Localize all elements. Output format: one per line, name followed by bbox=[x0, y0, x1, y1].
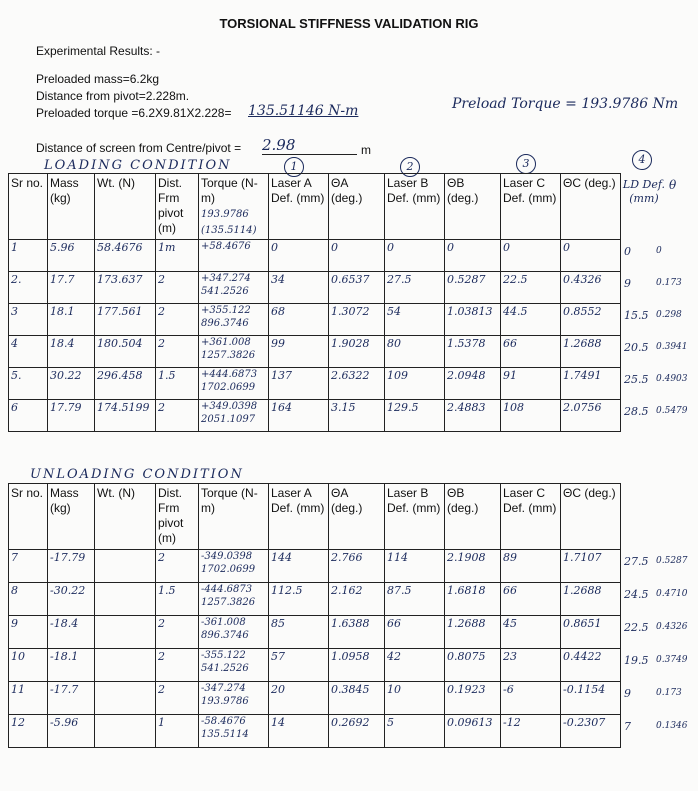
cell-theta-a: 3.15 bbox=[329, 400, 385, 432]
header-dist: Dist. Frm pivot (m) bbox=[156, 174, 199, 240]
cell-theta-a: 0.2692 bbox=[329, 715, 385, 748]
cell-mass: 30.22 bbox=[48, 368, 95, 400]
header-theta-a: ΘA (deg.) bbox=[329, 174, 385, 240]
cell-laser-c: 44.5 bbox=[501, 304, 561, 336]
cell-laser-c: 0 bbox=[501, 240, 561, 272]
header-laser-b: Laser B Def. (mm) bbox=[385, 484, 445, 550]
cell-theta-a: 0.6537 bbox=[329, 272, 385, 304]
theta-value: 0.173 bbox=[656, 688, 682, 698]
circle-mark: 2 bbox=[400, 157, 420, 177]
cell-laser-c: 22.5 bbox=[501, 272, 561, 304]
cell-laser-b: 27.5 bbox=[385, 272, 445, 304]
ld-def-header: LD Def. (mm) bbox=[622, 178, 666, 205]
theta-value: 0.4326 bbox=[656, 622, 688, 632]
cell-torque: -444.6873 1257.3826 bbox=[199, 583, 269, 616]
cell-dist: 2 bbox=[156, 649, 199, 682]
cell-dist: 1 bbox=[156, 715, 199, 748]
table-row bbox=[9, 336, 621, 368]
cell-laser-a: 0 bbox=[269, 240, 329, 272]
cell-theta-b: 1.5378 bbox=[445, 336, 501, 368]
cell-torque: +349.0398 2051.1097 bbox=[199, 400, 269, 432]
cell-sr: 4 bbox=[9, 336, 48, 368]
theta-value: 0.4903 bbox=[656, 374, 688, 384]
cell-dist: 2 bbox=[156, 682, 199, 715]
cell-wt: 177.561 bbox=[95, 304, 156, 336]
theta-header: θ bbox=[669, 178, 677, 192]
cell-laser-b: 66 bbox=[385, 616, 445, 649]
cell-theta-b: 2.4883 bbox=[445, 400, 501, 432]
cell-laser-a: 14 bbox=[269, 715, 329, 748]
cell-dist: 2 bbox=[156, 336, 199, 368]
cell-theta-a: 0 bbox=[329, 240, 385, 272]
cell-wt: 174.5199 bbox=[95, 400, 156, 432]
cell-dist: 2 bbox=[156, 550, 199, 583]
cell-theta-c: 1.7107 bbox=[561, 550, 621, 583]
table-row bbox=[9, 616, 621, 649]
screen-distance-unit: m bbox=[361, 143, 371, 157]
theta-value: 0.5287 bbox=[656, 556, 688, 566]
cell-wt bbox=[95, 583, 156, 616]
cell-laser-c: 45 bbox=[501, 616, 561, 649]
table-header-row bbox=[9, 174, 621, 240]
cell-laser-b: 109 bbox=[385, 368, 445, 400]
cell-laser-c: 89 bbox=[501, 550, 561, 583]
preload-mass-text: Preloaded mass=6.2kg bbox=[36, 72, 160, 86]
cell-theta-b: 0 bbox=[445, 240, 501, 272]
table-row bbox=[9, 682, 621, 715]
cell-theta-b: 0.09613 bbox=[445, 715, 501, 748]
cell-theta-a: 0.3845 bbox=[329, 682, 385, 715]
cell-torque: -361.008 896.3746 bbox=[199, 616, 269, 649]
cell-laser-b: 114 bbox=[385, 550, 445, 583]
table-row bbox=[9, 649, 621, 682]
cell-sr: 10 bbox=[9, 649, 48, 682]
circle-mark: 1 bbox=[284, 157, 304, 177]
cell-sr: 5. bbox=[9, 368, 48, 400]
cell-theta-c: 1.2688 bbox=[561, 336, 621, 368]
cell-wt: 180.504 bbox=[95, 336, 156, 368]
cell-theta-b: 2.0948 bbox=[445, 368, 501, 400]
table-row bbox=[9, 550, 621, 583]
cell-dist: 1.5 bbox=[156, 583, 199, 616]
cell-theta-c: 0.4326 bbox=[561, 272, 621, 304]
cell-torque: -349.0398 1702.0699 bbox=[199, 550, 269, 583]
cell-laser-b: 87.5 bbox=[385, 583, 445, 616]
header-theta-a: ΘA (deg.) bbox=[329, 484, 385, 550]
cell-laser-c: 108 bbox=[501, 400, 561, 432]
table-row bbox=[9, 400, 621, 432]
distance-pivot-text: Distance from pivot=2.228m. bbox=[36, 89, 190, 103]
cell-theta-b: 1.6818 bbox=[445, 583, 501, 616]
preload-torque-label: Preloaded torque =6.2X9.81X2.228= bbox=[36, 106, 232, 120]
table-row bbox=[9, 304, 621, 336]
cell-laser-b: 129.5 bbox=[385, 400, 445, 432]
ld-def-value: 9 bbox=[624, 687, 631, 700]
cell-sr: 11 bbox=[9, 682, 48, 715]
header-theta-c: ΘC (deg.) bbox=[561, 484, 621, 550]
header-dist: Dist. Frm pivot (m) bbox=[156, 484, 199, 550]
cell-laser-b: 42 bbox=[385, 649, 445, 682]
ld-def-value: 7 bbox=[624, 720, 631, 733]
cell-sr: 6 bbox=[9, 400, 48, 432]
cell-laser-a: 57 bbox=[269, 649, 329, 682]
cell-theta-a: 1.3072 bbox=[329, 304, 385, 336]
cell-theta-c: 0.4422 bbox=[561, 649, 621, 682]
cell-mass: 17.79 bbox=[48, 400, 95, 432]
cell-mass: -18.4 bbox=[48, 616, 95, 649]
cell-wt bbox=[95, 649, 156, 682]
ld-def-value: 24.5 bbox=[624, 588, 649, 601]
cell-laser-b: 5 bbox=[385, 715, 445, 748]
theta-value: 0.298 bbox=[656, 310, 682, 320]
header-laser-c: Laser C Def. (mm) bbox=[501, 174, 561, 240]
circle-mark: 4 bbox=[632, 150, 652, 170]
theta-value: 0.3941 bbox=[656, 342, 688, 352]
cell-mass: -5.96 bbox=[48, 715, 95, 748]
cell-theta-b: 0.1923 bbox=[445, 682, 501, 715]
cell-theta-c: 1.7491 bbox=[561, 368, 621, 400]
cell-theta-a: 1.9028 bbox=[329, 336, 385, 368]
table-row bbox=[9, 272, 621, 304]
experimental-results-label: Experimental Results: - bbox=[36, 44, 161, 58]
cell-torque: +444.6873 1702.0699 bbox=[199, 368, 269, 400]
ld-def-value: 9 bbox=[624, 277, 631, 290]
header-sr: Sr no. bbox=[9, 484, 48, 550]
cell-laser-b: 80 bbox=[385, 336, 445, 368]
theta-value: 0.173 bbox=[656, 278, 682, 288]
ld-def-value: 28.5 bbox=[624, 405, 649, 418]
cell-dist: 2 bbox=[156, 616, 199, 649]
loading-table bbox=[8, 173, 621, 432]
ld-def-value: 25.5 bbox=[624, 373, 649, 386]
cell-dist: 1m bbox=[156, 240, 199, 272]
ld-def-value: 0 bbox=[624, 245, 631, 258]
cell-laser-c: 66 bbox=[501, 583, 561, 616]
cell-theta-a: 2.6322 bbox=[329, 368, 385, 400]
cell-theta-c: 0 bbox=[561, 240, 621, 272]
cell-dist: 1.5 bbox=[156, 368, 199, 400]
cell-sr: 7 bbox=[9, 550, 48, 583]
header-laser-c: Laser C Def. (mm) bbox=[501, 484, 561, 550]
cell-mass: 5.96 bbox=[48, 240, 95, 272]
cell-sr: 12 bbox=[9, 715, 48, 748]
cell-torque: -347.274 193.9786 bbox=[199, 682, 269, 715]
cell-laser-a: 85 bbox=[269, 616, 329, 649]
cell-mass: -18.1 bbox=[48, 649, 95, 682]
cell-theta-a: 2.162 bbox=[329, 583, 385, 616]
cell-mass: -17.7 bbox=[48, 682, 95, 715]
cell-theta-c: 0.8552 bbox=[561, 304, 621, 336]
cell-theta-b: 1.03813 bbox=[445, 304, 501, 336]
cell-laser-a: 112.5 bbox=[269, 583, 329, 616]
cell-wt: 58.4676 bbox=[95, 240, 156, 272]
cell-theta-b: 0.5287 bbox=[445, 272, 501, 304]
theta-value: 0 bbox=[656, 246, 662, 256]
cell-laser-a: 144 bbox=[269, 550, 329, 583]
cell-wt bbox=[95, 616, 156, 649]
theta-value: 0.3749 bbox=[656, 655, 688, 665]
cell-laser-c: 66 bbox=[501, 336, 561, 368]
cell-mass: -30.22 bbox=[48, 583, 95, 616]
header-theta-c: ΘC (deg.) bbox=[561, 174, 621, 240]
cell-dist: 2 bbox=[156, 272, 199, 304]
ld-def-value: 15.5 bbox=[624, 309, 649, 322]
theta-value: 0.1346 bbox=[656, 721, 688, 731]
header-mass: Mass (kg) bbox=[48, 174, 95, 240]
screen-distance-label: Distance of screen from Centre/pivot = bbox=[36, 141, 242, 155]
table-row bbox=[9, 240, 621, 272]
cell-torque: +347.274 541.2526 bbox=[199, 272, 269, 304]
cell-theta-c: 2.0756 bbox=[561, 400, 621, 432]
header-theta-b: ΘB (deg.) bbox=[445, 484, 501, 550]
cell-wt bbox=[95, 715, 156, 748]
cell-theta-b: 0.8075 bbox=[445, 649, 501, 682]
cell-theta-a: 2.766 bbox=[329, 550, 385, 583]
table-header-row bbox=[9, 484, 621, 550]
ld-def-value: 22.5 bbox=[624, 621, 649, 634]
cell-theta-a: 1.6388 bbox=[329, 616, 385, 649]
cell-dist: 2 bbox=[156, 400, 199, 432]
cell-laser-a: 137 bbox=[269, 368, 329, 400]
cell-torque: +58.4676 bbox=[199, 240, 269, 272]
document-title: TORSIONAL STIFFNESS VALIDATION RIG bbox=[219, 16, 479, 31]
cell-torque: +355.122 896.3746 bbox=[199, 304, 269, 336]
header-laser-b: Laser B Def. (mm) bbox=[385, 174, 445, 240]
cell-sr: 1 bbox=[9, 240, 48, 272]
ld-def-value: 20.5 bbox=[624, 341, 649, 354]
cell-laser-c: 23 bbox=[501, 649, 561, 682]
table-row bbox=[9, 715, 621, 748]
cell-torque: +361.008 1257.3826 bbox=[199, 336, 269, 368]
circle-mark: 3 bbox=[516, 154, 536, 174]
header-theta-b: ΘB (deg.) bbox=[445, 174, 501, 240]
cell-dist: 2 bbox=[156, 304, 199, 336]
cell-laser-a: 68 bbox=[269, 304, 329, 336]
cell-torque: -58.4676 135.5114 bbox=[199, 715, 269, 748]
table-row bbox=[9, 583, 621, 616]
header-torque: Torque (N-m) bbox=[199, 484, 269, 550]
cell-theta-c: -0.2307 bbox=[561, 715, 621, 748]
cell-theta-c: -0.1154 bbox=[561, 682, 621, 715]
ld-def-value: 19.5 bbox=[624, 654, 649, 667]
cell-wt bbox=[95, 682, 156, 715]
loading-condition-title: LOADING CONDITION bbox=[44, 158, 232, 173]
cell-mass: -17.79 bbox=[48, 550, 95, 583]
cell-laser-a: 34 bbox=[269, 272, 329, 304]
cell-laser-b: 0 bbox=[385, 240, 445, 272]
cell-sr: 3 bbox=[9, 304, 48, 336]
cell-mass: 18.1 bbox=[48, 304, 95, 336]
header-laser-a: Laser A Def. (mm) bbox=[269, 174, 329, 240]
header-sr: Sr no. bbox=[9, 174, 48, 240]
cell-laser-a: 164 bbox=[269, 400, 329, 432]
cell-theta-b: 1.2688 bbox=[445, 616, 501, 649]
header-mass: Mass (kg) bbox=[48, 484, 95, 550]
screen-distance-value: 2.98 bbox=[262, 136, 357, 155]
cell-theta-b: 2.1908 bbox=[445, 550, 501, 583]
cell-sr: 8 bbox=[9, 583, 48, 616]
header-laser-a: Laser A Def. (mm) bbox=[269, 484, 329, 550]
unloading-condition-title: UNLOADING CONDITION bbox=[30, 467, 244, 482]
cell-mass: 17.7 bbox=[48, 272, 95, 304]
cell-laser-a: 99 bbox=[269, 336, 329, 368]
cell-laser-b: 10 bbox=[385, 682, 445, 715]
cell-mass: 18.4 bbox=[48, 336, 95, 368]
cell-laser-c: -6 bbox=[501, 682, 561, 715]
cell-laser-a: 20 bbox=[269, 682, 329, 715]
ld-def-value: 27.5 bbox=[624, 555, 649, 568]
cell-wt: 173.637 bbox=[95, 272, 156, 304]
cell-sr: 2. bbox=[9, 272, 48, 304]
header-torque: Torque (N-m) 193.9786 (135.5114) bbox=[199, 174, 269, 240]
header-wt: Wt. (N) bbox=[95, 174, 156, 240]
cell-laser-c: 91 bbox=[501, 368, 561, 400]
cell-sr: 9 bbox=[9, 616, 48, 649]
cell-wt bbox=[95, 550, 156, 583]
cell-theta-c: 0.8651 bbox=[561, 616, 621, 649]
cell-laser-c: -12 bbox=[501, 715, 561, 748]
theta-value: 0.5479 bbox=[656, 406, 688, 416]
cell-theta-c: 1.2688 bbox=[561, 583, 621, 616]
cell-wt: 296.458 bbox=[95, 368, 156, 400]
theta-value: 0.4710 bbox=[656, 589, 688, 599]
cell-torque: -355.122 541.2526 bbox=[199, 649, 269, 682]
preload-torque-value: 135.51146 N-m bbox=[248, 103, 359, 119]
cell-laser-b: 54 bbox=[385, 304, 445, 336]
table-row bbox=[9, 368, 621, 400]
unloading-table bbox=[8, 483, 621, 748]
cell-theta-a: 1.0958 bbox=[329, 649, 385, 682]
header-wt: Wt. (N) bbox=[95, 484, 156, 550]
preload-torque-note: Preload Torque = 193.9786 Nm bbox=[452, 96, 679, 112]
